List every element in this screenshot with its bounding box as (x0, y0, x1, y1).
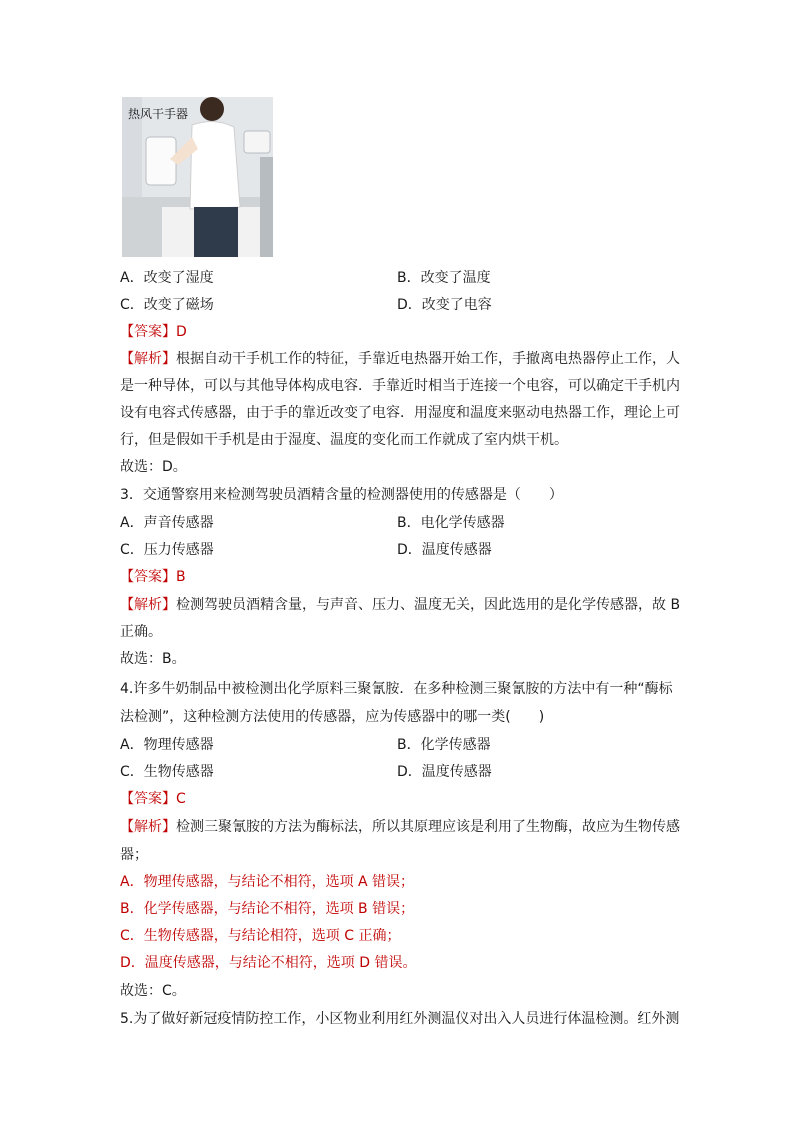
q4-stem-line-2: 法检测”，这种检测方法使用的传感器，应为传感器中的哪一类( ) (120, 709, 545, 725)
q2-analysis-line-2: 是一种导体，可以与其他导体构成电容．手靠近时相当于连接一个电容，可以确定干手机内 (120, 378, 680, 394)
q3-option-c: C．压力传感器 (120, 542, 214, 558)
q2-analysis-tag: 【解析】 (120, 351, 176, 367)
q2-option-a: A．改变了湿度 (120, 270, 214, 286)
q5-stem-line-1: 5.为了做好新冠疫情防控工作，小区物业利用红外测温仪对出入人员进行体温检测。红外测 (120, 1011, 680, 1027)
q4-detail-c: C．生物传感器，与结论相符，选项 C 正确； (120, 928, 401, 944)
q3-choice: 故选：B。 (120, 651, 186, 667)
q3-answer-value: B (176, 569, 186, 585)
hand-dryer-photo (122, 97, 273, 257)
q4-analysis-line-1: 【解析】检测三聚氰胺的方法为酶标法，所以其原理应该是利用了生物酶，故应为生物传感 (120, 819, 680, 835)
q2-analysis-line-1: 【解析】根据自动干手机工作的特征，手靠近电热器开始工作，手撤离电热器停止工作，人 (120, 351, 680, 367)
q3-analysis-line-1: 【解析】检测驾驶员酒精含量，与声音、压力、温度无关，因此选用的是化学传感器，故 B (120, 597, 681, 613)
q4-analysis-line-2: 器； (120, 847, 148, 863)
q4-answer (120, 789, 186, 809)
q4-answer-value: C (176, 791, 186, 807)
q2-option-c: C．改变了磁场 (120, 297, 214, 313)
q4-stem-line-1: 4.许多牛奶制品中被检测出化学原料三聚氰胺．在多种检测三聚氰胺的方法中有一种“酶标 (120, 681, 673, 697)
q3-answer-tag: 【答案】 (120, 569, 176, 585)
q4-choice: 故选：C。 (120, 983, 186, 999)
q4-option-d: D．温度传感器 (397, 764, 492, 780)
q4-detail-b: B．化学传感器，与结论不相符，选项 B 错误； (120, 901, 415, 917)
q4-detail-a: A．物理传感器，与结论不相符，选项 A 错误； (120, 874, 415, 890)
q4-answer-tag: 【答案】 (120, 791, 176, 807)
photo-caption: 热风干手器 (128, 107, 189, 121)
q2-analysis-line-4: 行，但是假如干手机是由于湿度、温度的变化而工作就成了室内烘干机。 (120, 432, 568, 448)
q2-answer-tag: 【答案】 (120, 324, 176, 340)
q3-analysis-line-2: 正确。 (120, 624, 162, 640)
q2-analysis-line-3: 设有电容式传感器，由于手的靠近改变了电容．用湿度和温度来驱动电热器工作，理论上可 (120, 405, 680, 421)
q3-stem: 3．交通警察用来检测驾驶员酒精含量的检测器使用的传感器是（ ） (120, 487, 563, 503)
q2-option-d: D．改变了电容 (397, 297, 492, 313)
q3-answer (120, 567, 186, 587)
q4-option-b: B．化学传感器 (397, 737, 491, 753)
q3-option-b: B．电化学传感器 (397, 515, 505, 531)
q4-detail-d: D．温度传感器，与结论不相符，选项 D 错误。 (120, 955, 417, 971)
q3-option-a: A．声音传感器 (120, 515, 214, 531)
q2-choice: 故选：D。 (120, 459, 187, 475)
q2-option-b: B．改变了温度 (397, 270, 491, 286)
q3-option-d: D．温度传感器 (397, 542, 492, 558)
q2-answer (120, 322, 187, 342)
q4-option-c: C．生物传感器 (120, 764, 214, 780)
q4-option-a: A．物理传感器 (120, 737, 214, 753)
q3-analysis-tag: 【解析】 (120, 597, 176, 613)
q2-answer-value: D (176, 324, 187, 340)
q4-analysis-tag: 【解析】 (120, 819, 176, 835)
